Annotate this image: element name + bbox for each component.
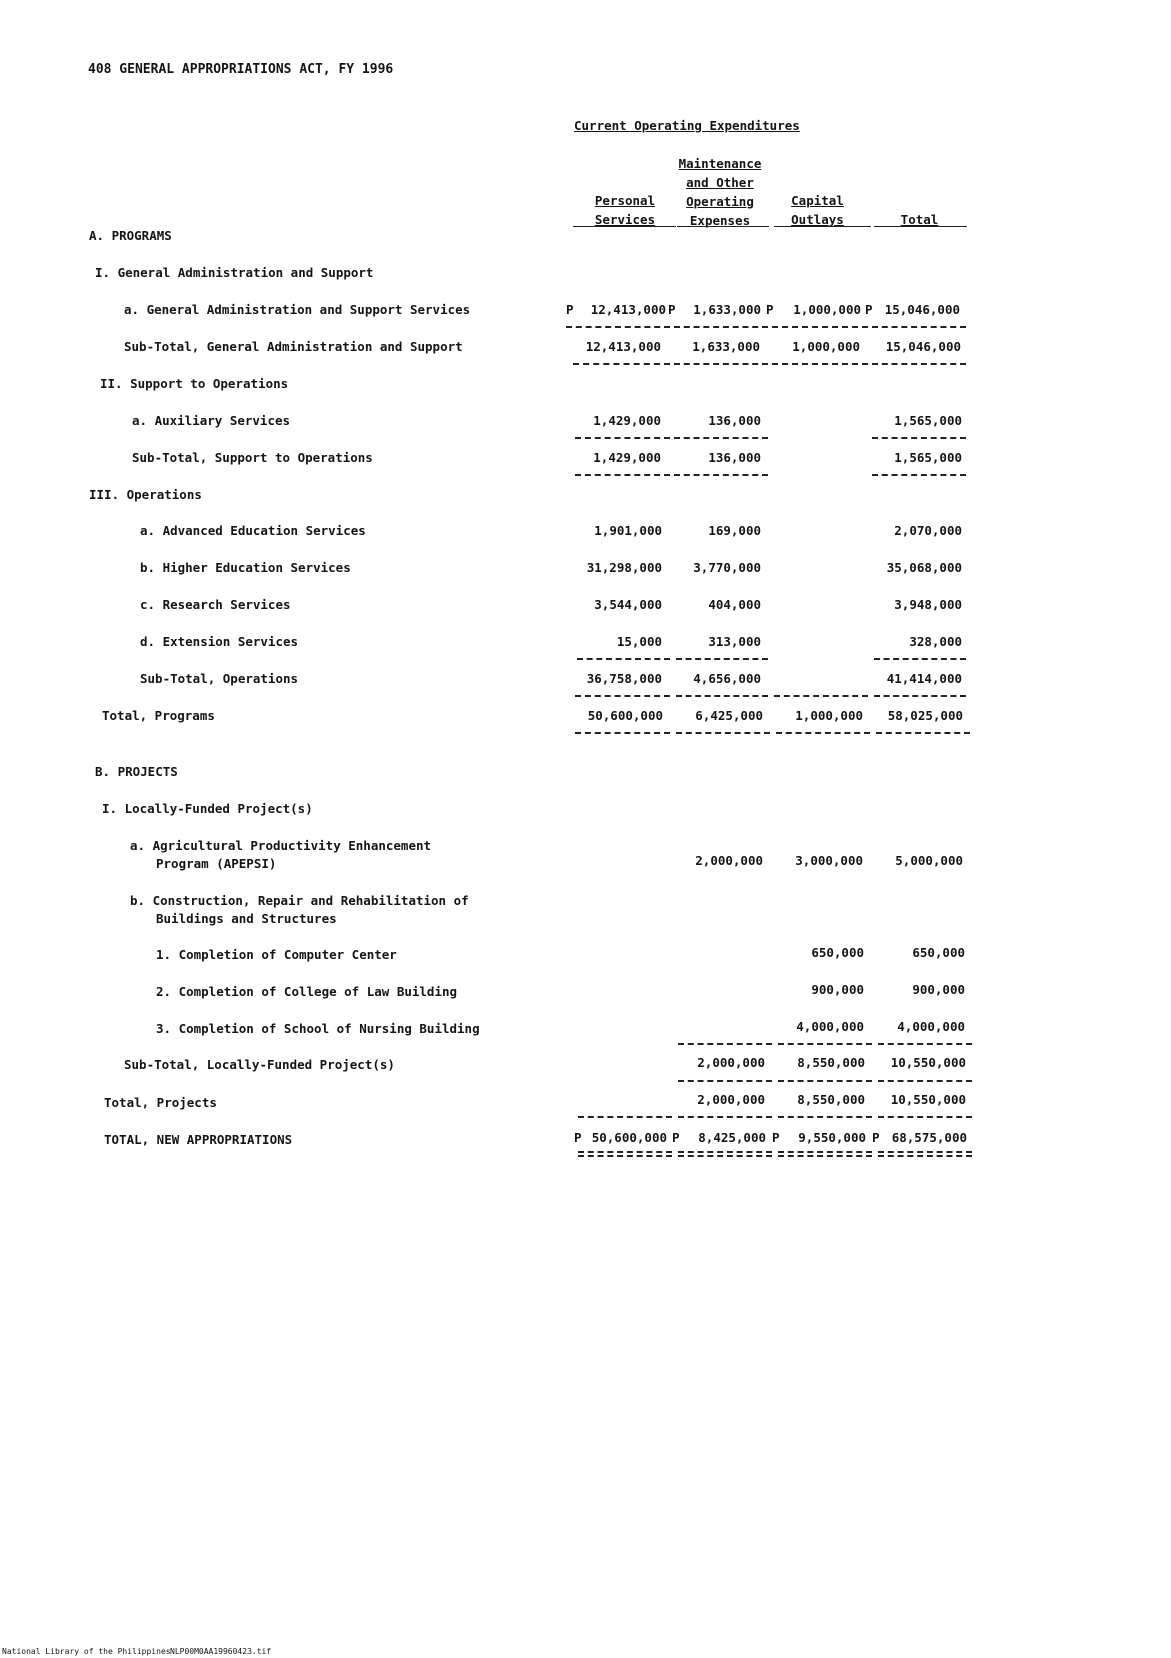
rule (674, 437, 768, 439)
cell-personal-services: 36,758,000 (586, 671, 662, 686)
rule (573, 363, 670, 365)
rule (772, 326, 868, 328)
cell-capital-outlays: 650,000 (811, 945, 864, 960)
cell-total: 10,550,000 (890, 1092, 966, 1107)
programs-heading: A. PROGRAMS (89, 228, 172, 243)
rule (578, 1116, 672, 1118)
rule (674, 363, 768, 365)
cell-capital-outlays: 4,000,000 (796, 1019, 864, 1034)
cell-capital-outlays: 9,550,000 (798, 1130, 866, 1145)
rule (678, 1080, 772, 1082)
rule (878, 1043, 972, 1045)
ops-heading: III. Operations (89, 487, 202, 502)
double-rule (578, 1151, 672, 1157)
rule (676, 732, 770, 734)
cell-total: 3,948,000 (894, 597, 962, 612)
cell-mooe: 1,633,000 (693, 302, 761, 317)
rule (872, 474, 966, 476)
row-label: Sub-Total, Operations (140, 671, 299, 686)
row-label: a. Agricultural Productivity Enhancement (130, 838, 432, 853)
cell-total: 1,565,000 (894, 413, 962, 428)
cell-personal-services: 1,901,000 (594, 523, 662, 538)
lfp-heading: I. Locally-Funded Project(s) (102, 801, 313, 816)
rule (678, 1043, 772, 1045)
rule (778, 1080, 872, 1082)
rule (575, 695, 670, 697)
cell-total: 15,046,000 (885, 339, 961, 354)
rule (678, 1116, 772, 1118)
cell-capital-outlays: 1,000,000 (792, 339, 860, 354)
cell-personal-services: 12,413,000 (590, 302, 666, 317)
cell-capital-outlays: 1,000,000 (795, 708, 863, 723)
cell-mooe: 169,000 (708, 523, 761, 538)
rule (876, 732, 970, 734)
row-label: a. Auxiliary Services (132, 413, 291, 428)
row-label: b. Higher Education Services (140, 560, 351, 575)
cell-capital-outlays: 3,000,000 (795, 853, 863, 868)
cell-total: 650,000 (912, 945, 965, 960)
sto-heading: II. Support to Operations (100, 376, 289, 391)
column-header-mooe: Maintenance and Other Operating Expenses (678, 156, 762, 228)
footer-library: National Library of the Philippines (2, 1647, 171, 1656)
column-header-total: Total (900, 212, 939, 227)
cell-total: 35,068,000 (886, 560, 962, 575)
rule (674, 474, 768, 476)
rule (676, 695, 768, 697)
rule (575, 732, 670, 734)
column-group-label: Current Operating Expenditures (574, 118, 800, 133)
row-label: Sub-Total, General Administration and Support (124, 339, 463, 354)
projects-heading: B. PROJECTS (95, 764, 178, 779)
cell-total: 2,070,000 (894, 523, 962, 538)
cell-total: 41,414,000 (886, 671, 962, 686)
column-header-capital-outlays: Capital Outlays (791, 193, 844, 227)
peso-sign: P (766, 302, 774, 317)
rule (878, 1116, 972, 1118)
rule (874, 695, 966, 697)
row-label: a. Advanced Education Services (140, 523, 366, 538)
cell-total: 15,046,000 (884, 302, 960, 317)
rule (778, 1116, 872, 1118)
cell-personal-services: 31,298,000 (586, 560, 662, 575)
gas-heading: I. General Administration and Support (95, 265, 374, 280)
cell-personal-services: 15,000 (616, 634, 662, 649)
row-label: 2. Completion of College of Law Building (156, 984, 458, 999)
row-label: Sub-Total, Support to Operations (132, 450, 373, 465)
cell-capital-outlays: 1,000,000 (793, 302, 861, 317)
cell-personal-services: 3,544,000 (594, 597, 662, 612)
grand-total-label: TOTAL, NEW APPROPRIATIONS (104, 1132, 293, 1147)
rule (872, 437, 966, 439)
row-label: c. Research Services (140, 597, 291, 612)
header-rule (573, 226, 676, 227)
cell-total: 1,565,000 (894, 450, 962, 465)
rule (575, 474, 670, 476)
footer-file: NLP00M0AA19960423.tif (170, 1647, 272, 1656)
cell-total: 4,000,000 (897, 1019, 965, 1034)
peso-sign: P (872, 1130, 880, 1145)
peso-sign: P (668, 302, 676, 317)
cell-total: 10,550,000 (890, 1055, 966, 1070)
rule (674, 326, 768, 328)
rule (874, 658, 966, 660)
cell-capital-outlays: 8,550,000 (797, 1092, 865, 1107)
row-label: Total, Programs (102, 708, 215, 723)
rule (575, 437, 670, 439)
row-label: 1. Completion of Computer Center (156, 947, 397, 962)
peso-sign: P (574, 1130, 582, 1145)
peso-sign: P (865, 302, 873, 317)
cell-mooe: 6,425,000 (695, 708, 763, 723)
cell-total: 58,025,000 (887, 708, 963, 723)
rule (566, 326, 670, 328)
row-label: Total, Projects (104, 1095, 217, 1110)
rule (772, 363, 868, 365)
cell-capital-outlays: 8,550,000 (797, 1055, 865, 1070)
rule (872, 326, 966, 328)
page-header: 408 GENERAL APPROPRIATIONS ACT, FY 1996 (88, 62, 394, 77)
cell-mooe: 2,000,000 (697, 1055, 765, 1070)
row-label-continued: Buildings and Structures (156, 911, 337, 926)
cell-total: 328,000 (909, 634, 962, 649)
cell-capital-outlays: 900,000 (811, 982, 864, 997)
row-label: 3. Completion of School of Nursing Building (156, 1021, 480, 1036)
rule (676, 658, 768, 660)
cell-total: 900,000 (912, 982, 965, 997)
cell-mooe: 3,770,000 (693, 560, 761, 575)
rule (774, 695, 868, 697)
rule (878, 1080, 972, 1082)
row-label: d. Extension Services (140, 634, 299, 649)
row-label: Sub-Total, Locally-Funded Project(s) (124, 1057, 395, 1072)
rule (577, 658, 670, 660)
header-rule (874, 226, 967, 227)
cell-personal-services: 50,600,000 (591, 1130, 667, 1145)
header-rule (677, 226, 769, 227)
cell-total: 68,575,000 (891, 1130, 967, 1145)
cell-personal-services: 12,413,000 (585, 339, 661, 354)
rule (778, 1043, 872, 1045)
cell-personal-services: 1,429,000 (593, 450, 661, 465)
cell-mooe: 404,000 (708, 597, 761, 612)
row-label-continued: Program (APEPSI) (156, 856, 277, 871)
row-label: b. Construction, Repair and Rehabilitation of (130, 893, 469, 908)
cell-mooe: 136,000 (708, 450, 761, 465)
rule (776, 732, 870, 734)
peso-sign: P (566, 302, 574, 317)
cell-mooe: 4,656,000 (693, 671, 761, 686)
cell-mooe: 136,000 (708, 413, 761, 428)
cell-mooe: 2,000,000 (697, 1092, 765, 1107)
double-rule (778, 1151, 872, 1157)
cell-personal-services: 1,429,000 (593, 413, 661, 428)
cell-mooe: 8,425,000 (698, 1130, 766, 1145)
cell-total: 5,000,000 (895, 853, 963, 868)
cell-mooe: 2,000,000 (695, 853, 763, 868)
cell-personal-services: 50,600,000 (587, 708, 663, 723)
column-header-personal-services: Personal Services (594, 193, 656, 227)
double-rule (878, 1151, 972, 1157)
row-label: a. General Administration and Support Services (124, 302, 471, 317)
cell-mooe: 313,000 (708, 634, 761, 649)
rule (872, 363, 966, 365)
cell-mooe: 1,633,000 (692, 339, 760, 354)
peso-sign: P (772, 1130, 780, 1145)
header-rule (774, 226, 871, 227)
peso-sign: P (672, 1130, 680, 1145)
double-rule (678, 1151, 772, 1157)
